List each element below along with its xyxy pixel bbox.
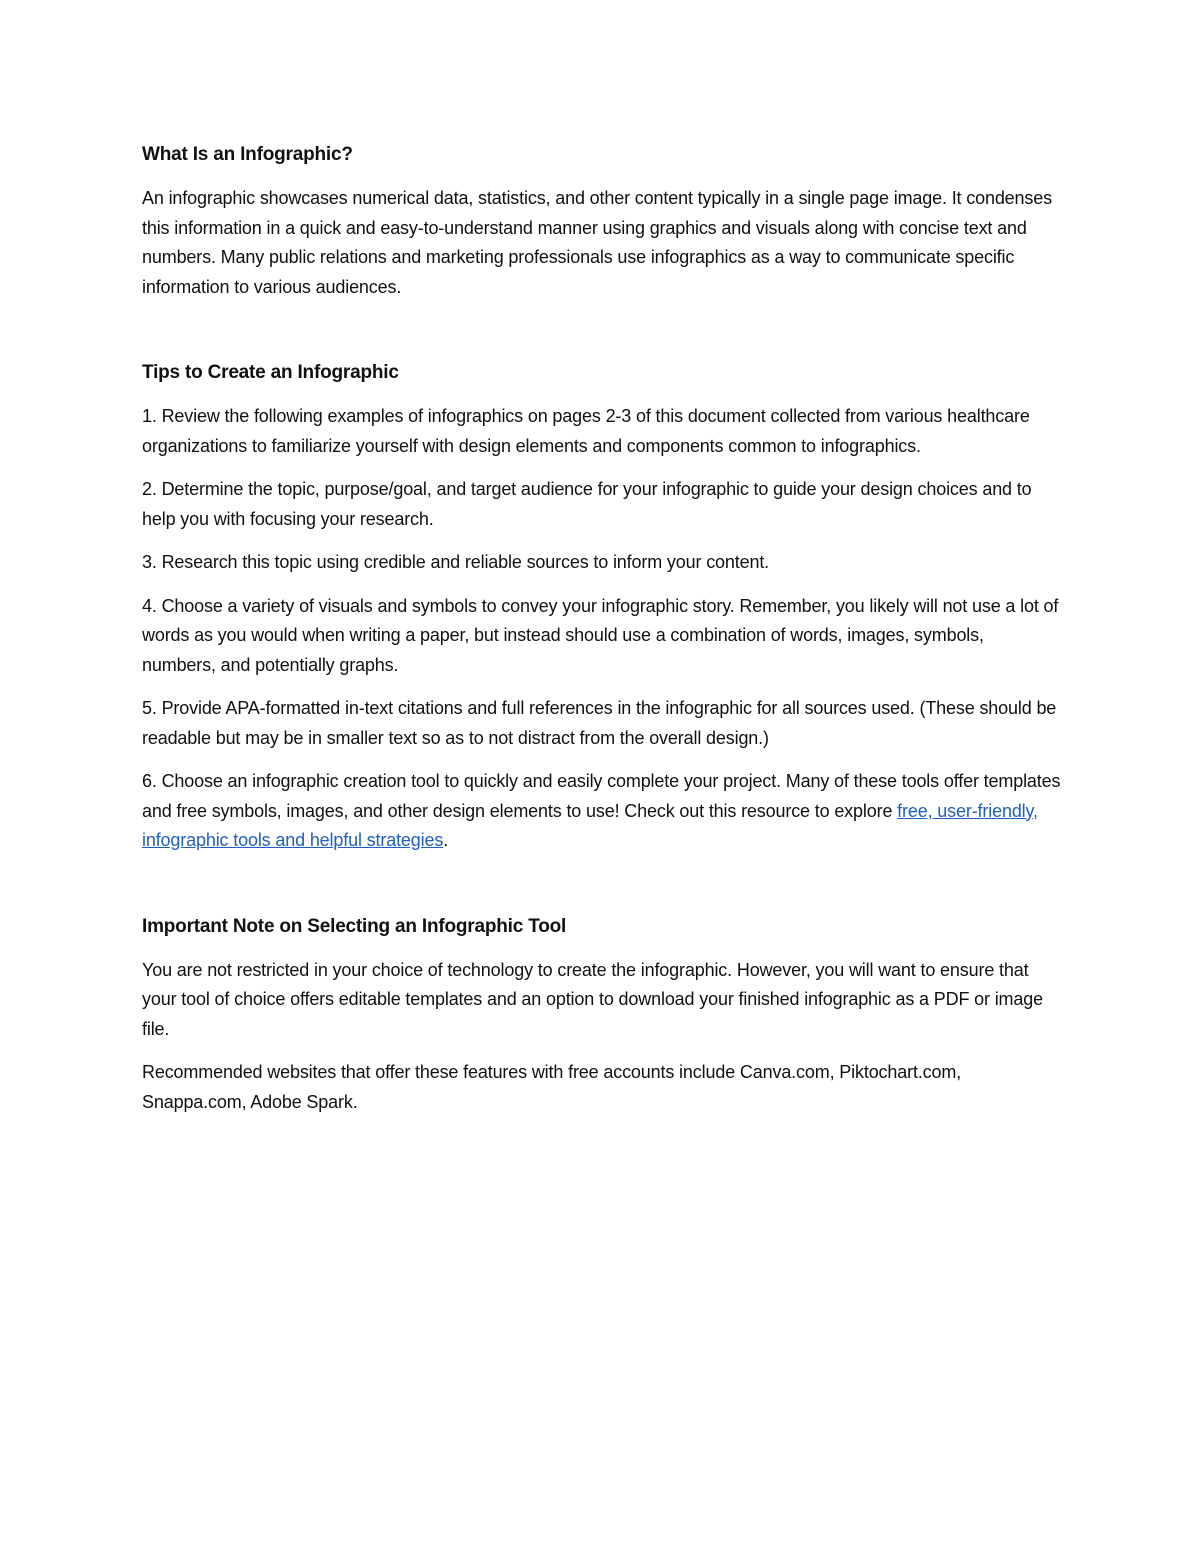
- tip-item-6: [142, 767, 1062, 856]
- section-spacer: [142, 316, 1062, 358]
- tip-item-4: 4. Choose a variety of visuals and symbols to convey your infographic story. Remember, you likely will not use a lot of words as you would when writing a paper, but instead should use a combination of words, images, symbols, numbers, and potentially graphs.: [142, 595, 1059, 675]
- tip-6-text: 6. Choose an infographic creation tool to quickly and easily complete your project. Many of these tools offer templates and free symbols, images, and other design elements to use! Check out this resource to explore: [142, 771, 1061, 821]
- note-paragraph-2: Recommended websites that offer these features with free accounts include Canva.com, Piktochart.com, Snappa.com, Adobe Spark.: [142, 1062, 962, 1112]
- tip-item-3: 3. Research this topic using credible and reliable sources to inform your content.: [142, 552, 770, 572]
- intro-paragraph: An infographic showcases numerical data, statistics, and other content typically in a single page image. It condenses this information in a quick and easy-to-understand manner using graphics and visuals along with concise text and numbers. Many public relations and marketing professionals use infographics as a way to communicate specific information to various audiences.: [142, 188, 1052, 297]
- heading-tips: Tips to Create an Infographic: [142, 362, 399, 383]
- heading-important-note: Important Note on Selecting an Infographic Tool: [142, 915, 567, 937]
- tip-item-1: 1. Review the following examples of infographics on pages 2-3 of this document collected from various healthcare organizations to familiarize yourself with design elements and components common to infographics.: [142, 406, 1030, 456]
- heading-what-is-infographic: What Is an Infographic?: [142, 144, 353, 165]
- tip-item-5: 5. Provide APA-formatted in-text citations and full references in the infographic for all sources used. (These should be readable but may be in smaller text so as to not distract from the overall design.): [142, 698, 1057, 748]
- infographic-tools-link[interactable]: free, user-friendly, infographic tools and helpful strategies: [142, 800, 1038, 850]
- tip-item-2: 2. Determine the topic, purpose/goal, and target audience for your infographic to guide your design choices and to help you with focusing your research.: [142, 479, 1032, 529]
- tip-6-period: .: [443, 830, 449, 850]
- document-content: [142, 140, 1062, 1131]
- note-paragraph-1: You are not restricted in your choice of technology to create the infographic. However, you will want to ensure that your tool of choice offers editable templates and an option to download your finished infographic as a PDF or image file.: [142, 959, 1043, 1039]
- section-spacer: [142, 870, 1062, 912]
